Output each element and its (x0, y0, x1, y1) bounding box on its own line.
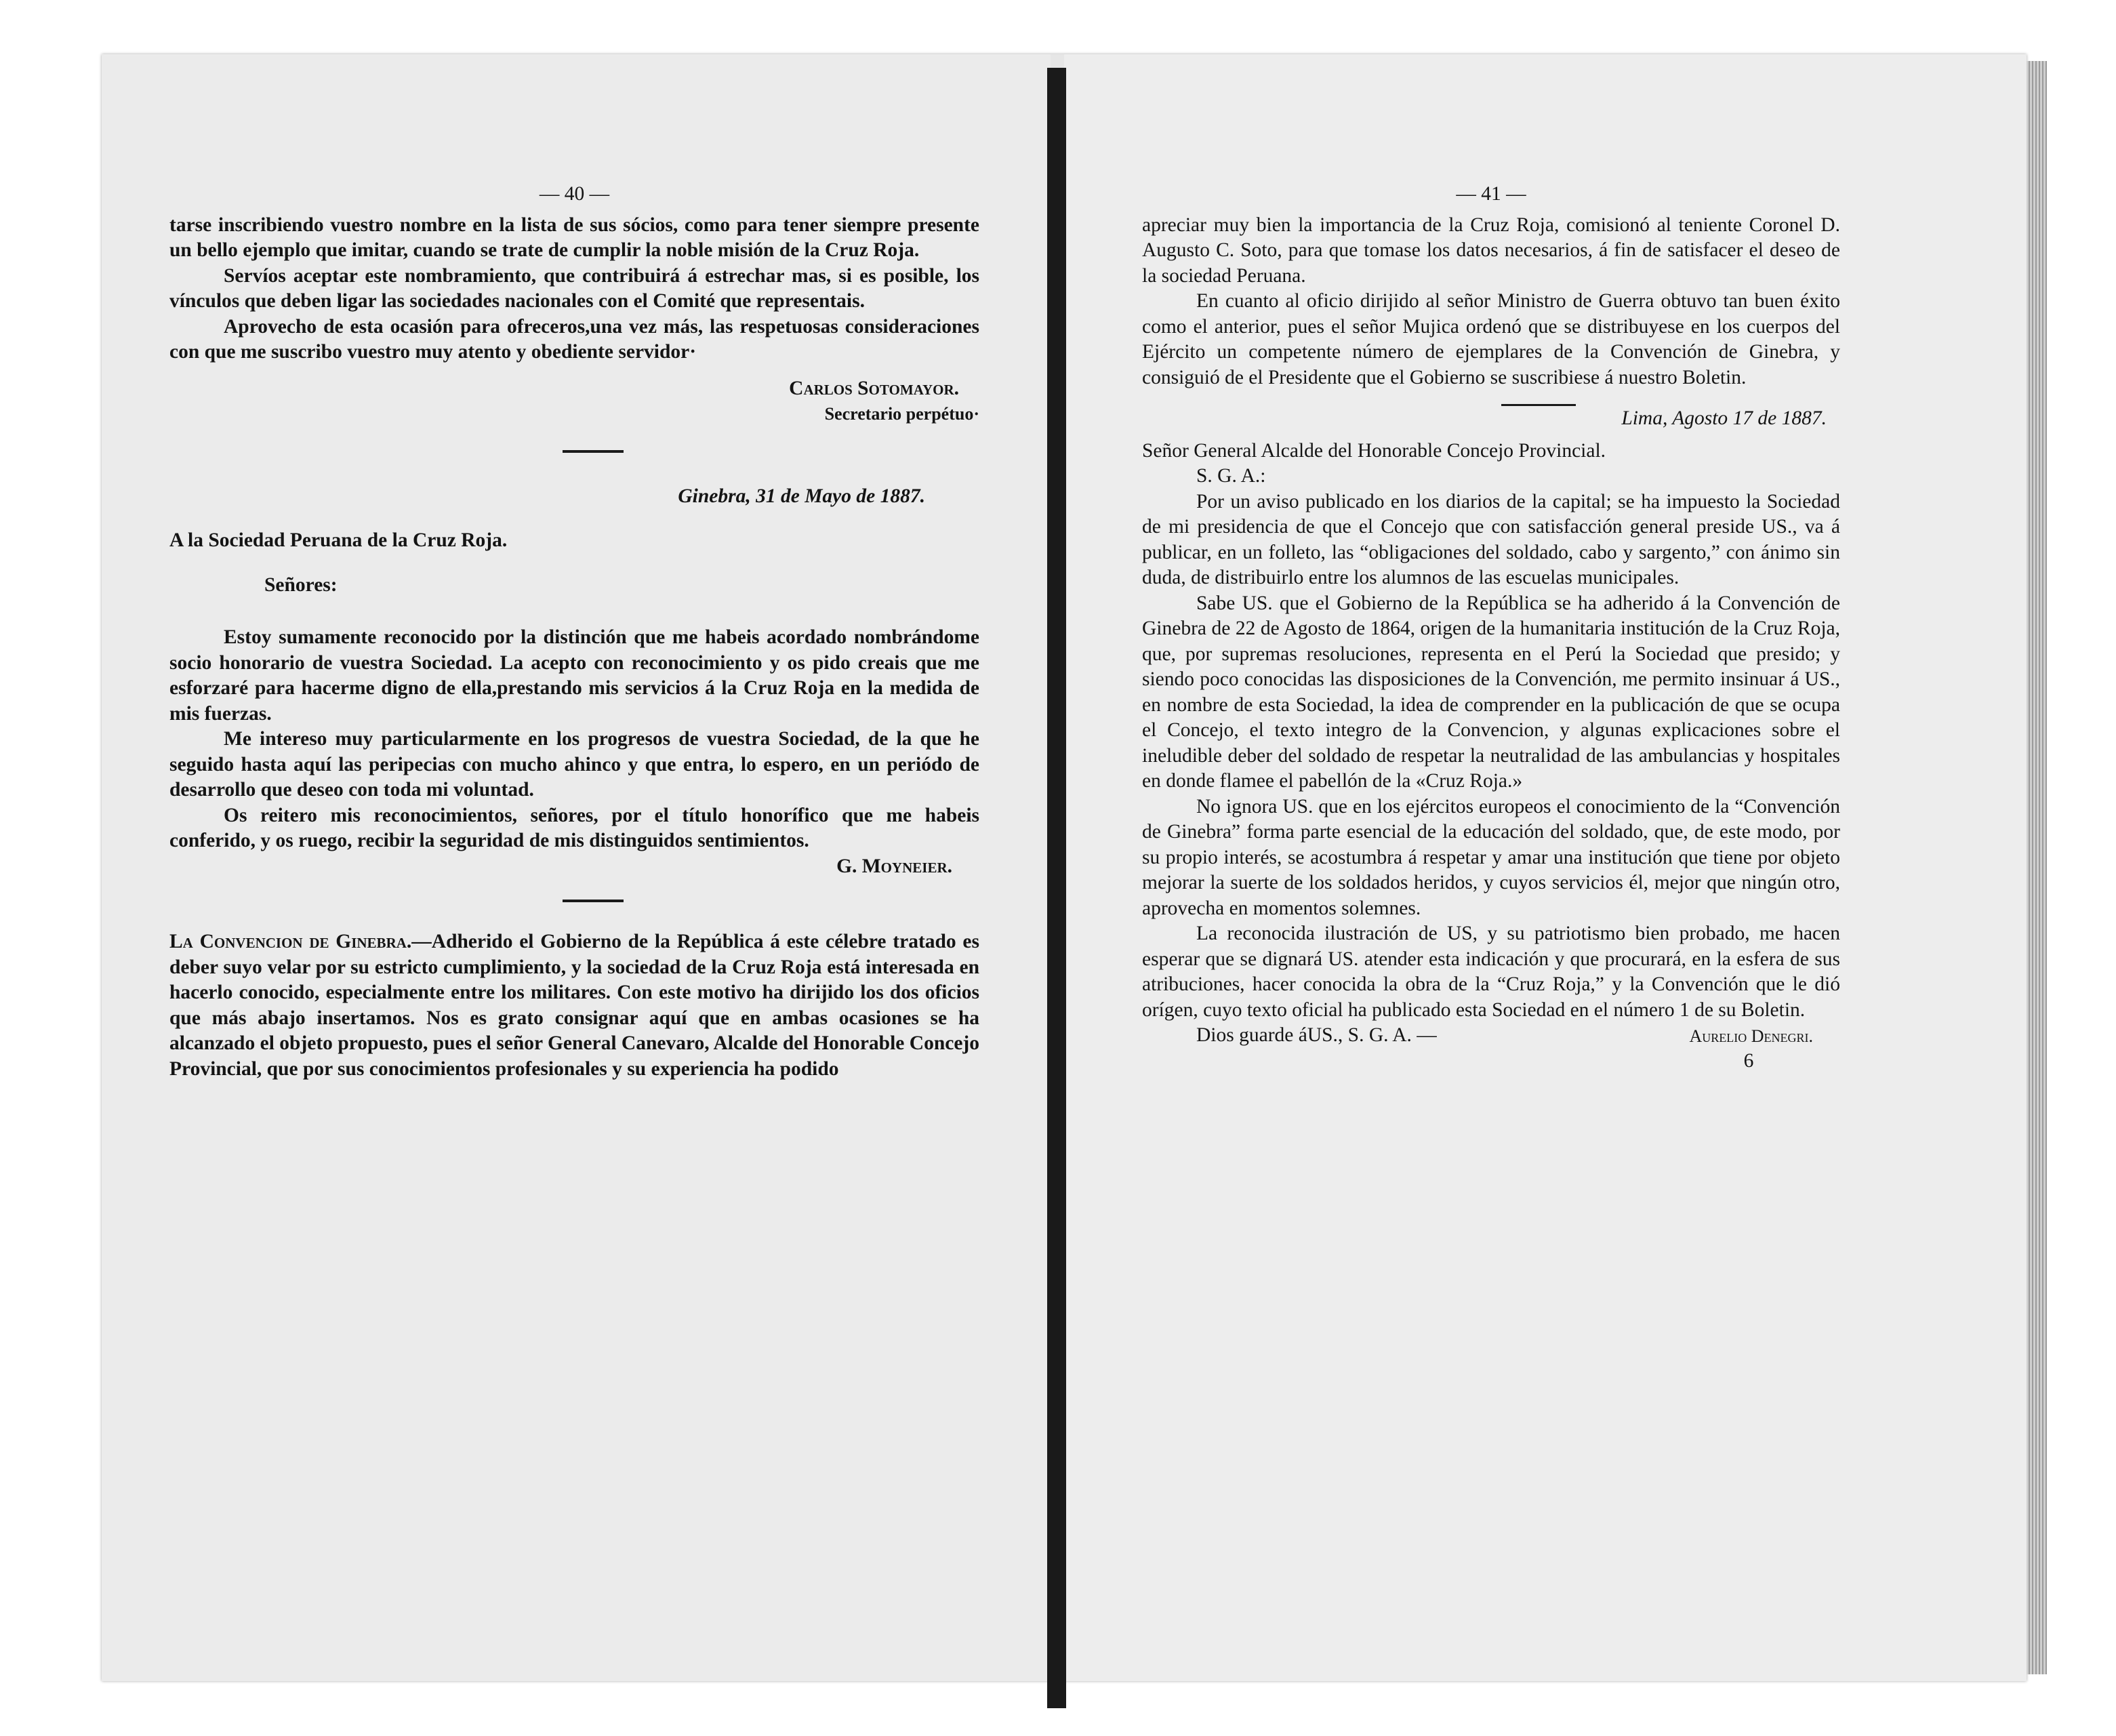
paragraph: Sabe US. que el Gobierno de la República se ha adherido á la Convención de Ginebra de 22 de Agosto de 1864, origen de la humanitaria institución de la Cruz Roja, que, por supremas resoluciones, representa en el Perú la Sociedad que presido; y siendo poco conocidas las disposiciones de la Convención, me permito insinuar á US., en nombre de esta Sociedad, la idea de comprender en la publicación de que se ocupa el Concejo, el texto integro de la Convencion, y algunas explicaciones sobre el ineludible deber del soldado de respetar la neutralidad de las ambulancias y hospitales en donde flamee el pabellón de la «Cruz Roja.» (1142, 592, 1840, 792)
paragraph: tarse inscribiendo vuestro nombre en la lista de sus sócios, como para tener siempre presente un bello ejemplo que imitar, cuando se trate de cumplir la noble misión de la Cruz Roja. (169, 214, 979, 261)
signature-mark: 6 (1743, 1050, 1754, 1072)
right-page-text (1142, 182, 1840, 1074)
letter-date: Ginebra, 31 de Mayo de 1887. (678, 485, 925, 507)
paragraph: Estoy sumamente reconocido por la distinción que me habeis acordado nombrándome socio honorario de vuestra Sociedad. La acepto con reconocimiento y os pido creais que me esforzaré para hacerme digno de ella,prestando mis servicios á la Cruz Roja en la medida de mis fuerzas. (169, 626, 979, 725)
separator-rule (563, 450, 624, 453)
letter-date: Lima, Agosto 17 de 1887. (1621, 407, 1827, 429)
letter-signature: G. Moyneier. (836, 855, 952, 877)
letter-addressee: Señor General Alcalde del Honorable Concejo Provincial. (1142, 439, 1606, 462)
separator-rule (563, 900, 624, 902)
signature-name: Carlos Sotomayor. (789, 377, 959, 399)
page-edges (2027, 61, 2047, 1674)
page-number-right: — 41 — (1456, 183, 1526, 205)
book-gutter (1047, 68, 1066, 1708)
section-heading: La Convencion de Ginebra. (169, 931, 412, 952)
paragraph: Aprovecho de esta ocasión para ofreceros,una vez más, las respetuosas consideraciones con que me suscribo vuestro muy atento y obediente servidor· (169, 315, 979, 363)
paragraph: Servíos aceptar este nombramiento, que contribuirá á estrechar mas, si es posible, los vínculos que deben ligar las sociedades nacionales con el Comité que representais. (169, 264, 979, 312)
page-number-left: — 40 — (539, 183, 610, 205)
letter-addressee: A la Sociedad Peruana de la Cruz Roja. (169, 529, 508, 551)
paragraph: Me intereso muy particularmente en los progresos de vuestra Sociedad, de la que he seguido hasta aquí las peripecias con mucho ahinco y que entra, lo espero, en un periódo de desarrollo que deseo con toda mi voluntad. (169, 728, 979, 801)
section-paragraph (169, 929, 979, 1082)
paragraph: En cuanto al oficio dirijido al señor Ministro de Guerra obtuvo tan buen éxito como el anterior, pues el señor Mujica ordenó que se distribuyese en los cuerpos del Ejército un competente número de ejemplares de la Convención de Ginebra, y consiguió de el Presidente que el Gobierno se suscribiese á nuestro Boletin. (1142, 290, 1840, 388)
paragraph: Por un aviso publicado en los diarios de la capital; se ha impuesto la Sociedad de mi presidencia de que el Concejo que con satisfacción general preside US., va á publicar, en un folleto, las “obligaciones del soldado, cabo y sargento,” con ánimo sin duda, de distribuirlo entre los alumnos de las escuelas municipales. (1142, 490, 1840, 588)
letter-signature: Aurelio Denegri. (1689, 1026, 1813, 1046)
letter-salutation: Señores: (264, 573, 338, 596)
paragraph: La reconocida ilustración de US, y su patriotismo bien probado, me hacen esperar que se dignará US. atender esta indicación y que procurará, en la esfera de sus atribuciones, hacer conocida la obra de la “Cruz Roja,” y la Convención que le dió orígen, cuyo texto oficial ha publicado esta Sociedad en el número 1 de su Boletin. (1142, 923, 1840, 1021)
paragraph: Os reitero mis reconocimientos, señores, por el título honorífico que me habeis conferido, y os ruego, recibir la seguridad de mis distinguidos sentimientos. (169, 804, 979, 851)
section-body: —Adherido el Gobierno de la República á este célebre tratado es deber suyo velar por su estricto cumplimiento, y la sociedad de la Cruz Roja está interesada en hacerlo conocido, especialmente entre los militares. Con este motivo ha dirijido los dos oficios que más abajo insertamos. Nos es grato consignar aquí que en ambas ocasiones se ha alcanzado el objeto propuesto, pues el señor General Canevaro, Alcalde del Honorable Concejo Provincial, que por sus conocimientos profesionales y su experiencia ha podido (169, 931, 980, 1080)
paragraph: Dios guarde áUS., S. G. A. — (1196, 1024, 1437, 1046)
signature-title: Secretario perpétuo· (824, 404, 979, 424)
left-page-text (169, 182, 979, 1082)
letter-salutation: S. G. A.: (1196, 465, 1266, 487)
paragraph: No ignora US. que en los ejércitos europeos el conocimiento de la “Convención de Ginebra” forma parte esencial de la educación del soldado, que, de este modo, por su propio interés, se acostumbra á respetar y amar una institución que tiene por objeto mejorar la suerte de los soldados heridos, y cuyos servicios él, mejor que ningún otro, aprovecha en momentos solemnes. (1142, 795, 1840, 919)
paragraph: apreciar muy bien la importancia de la Cruz Roja, comisionó al teniente Coronel D. Augusto C. Soto, para que tomase los datos necesarios, á fin de satisfacer el deseo de la sociedad Peruana. (1142, 214, 1840, 287)
